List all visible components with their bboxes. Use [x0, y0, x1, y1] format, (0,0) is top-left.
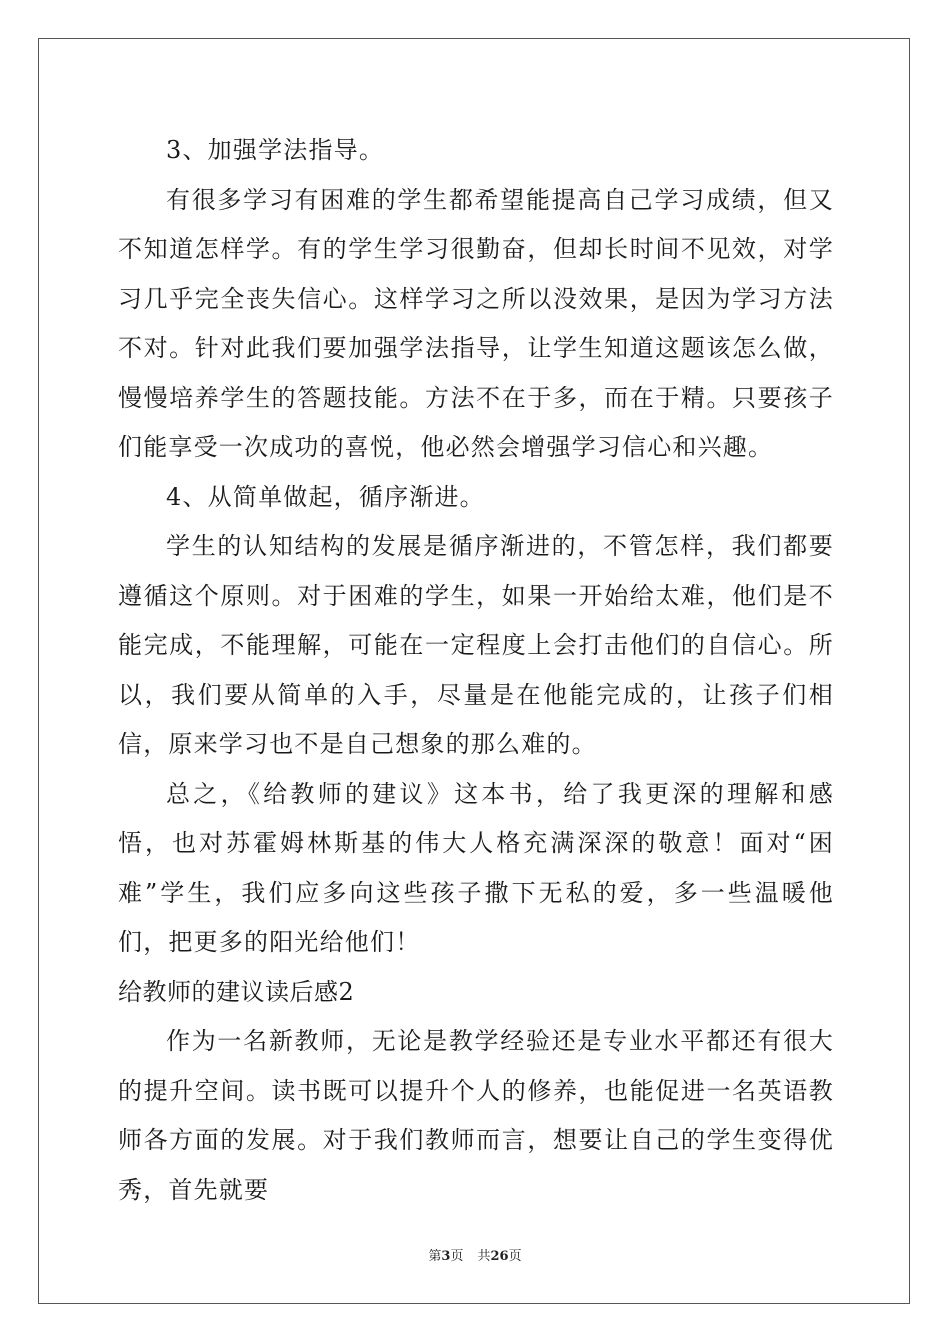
page-prefix: 第 — [428, 1249, 442, 1264]
total-prefix: 共 — [477, 1249, 491, 1264]
paragraph-new-teacher: 作为一名新教师，无论是教学经验还是专业水平都还有很大的提升空间。读书既可以提升个人的修养，也能促进一名英语教师各方面的发展。对于我们教师而言，想要让自己的学生变得优秀，首先就要 — [118, 1027, 834, 1204]
paragraph-conclusion: 总之，《给教师的建议》这本书，给了我更深的理解和感悟，也对苏霍姆林斯基的伟大人格充满深深的敬意！面对“困难”学生，我们应多向这些孩子撒下无私的爱，多一些温暖他们，把更多的阳光给他们！ — [118, 779, 834, 956]
page-current: 3 — [441, 1249, 451, 1264]
paragraph-study-method: 有很多学习有困难的学生都希望能提高自己学习成绩，但又不知道怎样学。有的学生学习很勤奋，但却长时间不见效，对学习几乎完全丧失信心。这样学习之所以没效果，是因为学习方法不对。针对此我们要加强学法指导，让学生知道这题该怎么做，慢慢培养学生的答题技能。方法不在于多，而在于精。只要孩子们能享受一次成功的喜悦，他必然会增强学习信心和兴趣。 — [118, 185, 834, 461]
paragraph-gradual-progress: 学生的认知结构的发展是循序渐进的，不管怎样，我们都要遵循这个原则。对于困难的学生，如果一开始给太难，他们是不能完成，不能理解，可能在一定程度上会打击他们的自信心。所以，我们要从简单的入手，尽量是在他能完成的，让孩子们相信，原来学习也不是自己想象的那么难的。 — [118, 532, 834, 758]
document-body — [118, 126, 834, 1215]
section-title: 给教师的建议读后感2 — [118, 977, 355, 1006]
page-footer — [0, 1248, 950, 1266]
page-unit: 页 — [450, 1249, 464, 1264]
total-unit: 页 — [508, 1249, 522, 1264]
paragraph-step-3-heading: 3、加强学法指导。 — [166, 136, 385, 164]
paragraph-step-4-heading: 4、从简单做起，循序渐进。 — [166, 482, 485, 511]
page-total: 26 — [490, 1249, 509, 1264]
